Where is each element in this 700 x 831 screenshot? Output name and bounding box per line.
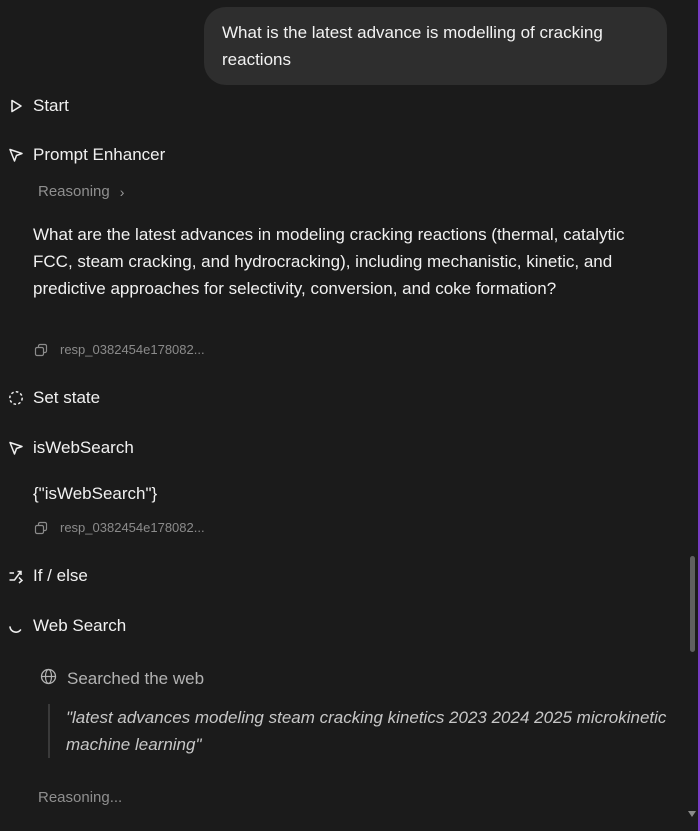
web-search-reasoning-status <box>38 789 122 806</box>
response-id-text: resp_0382454e178082... <box>60 520 205 535</box>
reasoning-in-progress-label: Reasoning... <box>38 789 123 806</box>
globe-icon <box>40 668 57 690</box>
prompt-enhancer-reasoning-toggle[interactable] <box>38 183 124 200</box>
step-web-search-label: Web Search <box>33 616 127 635</box>
search-query-quote <box>48 704 668 758</box>
searched-the-web-row <box>40 668 204 690</box>
copy-icon[interactable] <box>34 521 48 535</box>
scroll-down-arrow-icon[interactable] <box>688 811 696 817</box>
search-query-text: "latest advances modeling steam cracking kinetics 2023 2024 2025 microkinetic machine learning" <box>66 708 667 754</box>
is-web-search-output <box>33 480 643 507</box>
user-message-text: What is the latest advance is modelling of cracking reactions <box>222 23 603 69</box>
step-set-state[interactable] <box>8 386 100 410</box>
step-set-state-label: Set state <box>33 388 101 407</box>
is-web-search-output-text: {"isWebSearch"} <box>33 484 158 503</box>
step-if-else-label: If / else <box>33 566 88 585</box>
prompt-enhancer-output <box>33 221 643 302</box>
reasoning-label: Reasoning <box>38 183 110 200</box>
scrollbar[interactable] <box>687 0 697 831</box>
play-icon <box>8 98 24 114</box>
response-id-text: resp_0382454e178082... <box>60 342 205 357</box>
step-prompt-enhancer[interactable] <box>8 143 165 167</box>
cursor-pointer-icon <box>8 440 24 456</box>
branch-icon <box>8 568 24 584</box>
step-is-web-search[interactable] <box>8 436 134 460</box>
prompt-enhancer-response-id[interactable] <box>34 342 205 357</box>
step-if-else[interactable] <box>8 564 88 588</box>
loading-spinner-icon <box>8 618 24 634</box>
step-start-label: Start <box>33 96 69 115</box>
is-web-search-response-id[interactable] <box>34 520 205 535</box>
scrollbar-thumb[interactable] <box>690 556 695 652</box>
step-prompt-enhancer-label: Prompt Enhancer <box>33 145 166 164</box>
chevron-right-icon: › <box>119 183 125 200</box>
prompt-enhancer-output-text: What are the latest advances in modeling cracking reactions (thermal, catalytic FCC, steam cracking, and hydrocracking), including mechanistic, kinetic, and predictive approaches for selectivity, conversion, and coke formation? <box>33 225 625 298</box>
step-start[interactable] <box>8 94 69 118</box>
step-is-web-search-label: isWebSearch <box>33 438 134 457</box>
searched-the-web-label: Searched the web <box>67 669 205 688</box>
dashed-circle-icon <box>8 390 24 406</box>
step-web-search[interactable] <box>8 614 126 638</box>
cursor-pointer-icon <box>8 147 24 163</box>
copy-icon[interactable] <box>34 343 48 357</box>
user-message-bubble <box>204 7 667 85</box>
